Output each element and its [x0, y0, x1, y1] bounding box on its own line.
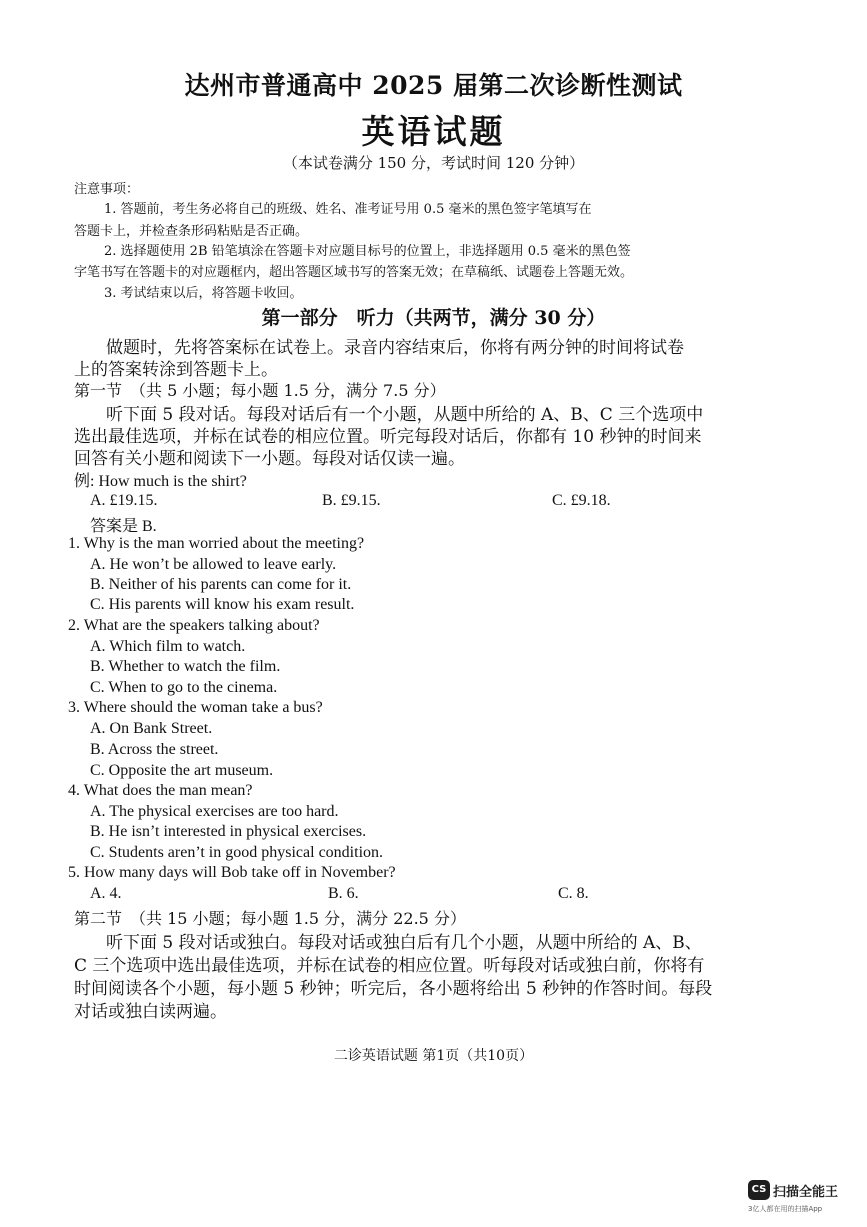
- question-2-option-b: B. Whether to watch the film.: [90, 658, 281, 675]
- example-question: 例: How much is the shirt?: [74, 473, 247, 490]
- subject-title: 英语试题: [361, 112, 506, 151]
- question-2: 2. What are the speakers talking about?: [68, 617, 320, 634]
- question-4-option-c: C. Students aren’t in good physical condition.: [90, 844, 384, 861]
- section2-instr-line-1: 听下面 5 段对话或独白。每段对话或独白后有几个小题，从题中所给的 A、B、: [106, 933, 702, 953]
- part1-intro-line-1: 做题时，先将答案标在试卷上。录音内容结束后，你将有两分钟的时间将试卷: [106, 338, 684, 358]
- question-5-option-a: A. 4.: [90, 885, 122, 902]
- question-3-option-b: B. Across the street.: [90, 741, 219, 758]
- question-4-option-a: A. The physical exercises are too hard.: [90, 803, 339, 820]
- section1-instr-line-1: 听下面 5 段对话。每段对话后有一个小题，从题中所给的 A、B、C 三个选项中: [106, 405, 704, 425]
- watermark-slogan: 3亿人都在用的扫描App: [748, 1205, 823, 1213]
- note-1-line-1: 1. 答题前，考生务必将自己的班级、姓名、准考证号用 0.5 毫米的黑色签字笔填写在: [104, 202, 592, 217]
- section2-instr-line-3: 时间阅读各个小题，每小题 5 秒钟；听完后，各小题将给出 5 秒钟的作答时间。每段: [74, 979, 713, 999]
- question-2-option-a: A. Which film to watch.: [90, 638, 246, 655]
- notes-heading: 注意事项：: [74, 182, 140, 197]
- question-3: 3. Where should the woman take a bus?: [68, 699, 323, 716]
- question-5: 5. How many days will Bob take off in November?: [68, 864, 396, 881]
- question-1-option-a: A. He won’t be allowed to leave early.: [90, 556, 337, 573]
- example-option-c: C. £9.18.: [552, 492, 611, 509]
- camscanner-watermark: [748, 1178, 852, 1218]
- question-1-option-b: B. Neither of his parents can come for it.: [90, 576, 352, 593]
- question-4-option-b: B. He isn’t interested in physical exercises.: [90, 823, 367, 840]
- question-3-option-c: C. Opposite the art museum.: [90, 762, 274, 779]
- watermark-name: 扫描全能王: [773, 1185, 839, 1200]
- note-2-line-1: 2. 选择题使用 2B 铅笔填涂在答题卡对应题目标号的位置上，非选择题用 0.5 毫米的黑色签: [104, 244, 631, 259]
- example-option-a: A. £19.15.: [90, 492, 158, 509]
- part1-intro-line-2: 上的答案转涂到答题卡上。: [74, 360, 278, 380]
- section1-instr-line-3: 回答有关小题和阅读下一小题。每段对话仅读一遍。: [74, 449, 465, 469]
- example-option-b: B. £9.15.: [322, 492, 381, 509]
- question-5-option-c: C. 8.: [558, 885, 589, 902]
- section1-header: 第一节 （共 5 小题；每小题 1.5 分，满分 7.5 分）: [74, 381, 446, 400]
- section2-instr-line-2: C 三个选项中选出最佳选项，并标在试卷的相应位置。听每段对话或独白前，你将有: [74, 956, 705, 976]
- note-2-line-2: 字笔书写在答题卡的对应题框内，超出答题区域书写的答案无效；在草稿纸、试题卷上答题无效。: [74, 265, 634, 280]
- note-1-line-2: 答题卡上，并检查条形码粘贴是否正确。: [74, 224, 309, 239]
- note-3: 3. 考试结束以后，将答题卡收回。: [104, 286, 303, 301]
- section2-header: 第二节 （共 15 小题；每小题 1.5 分，满分 22.5 分）: [74, 909, 466, 928]
- exam-title: 达州市普通高中 2025 届第二次诊断性测试: [184, 71, 683, 100]
- page-footer: 二诊英语试题 第1页（共10页）: [333, 1048, 534, 1064]
- question-4: 4. What does the man mean?: [68, 782, 253, 799]
- section2-instr-line-4: 对话或独白读两遍。: [74, 1002, 227, 1022]
- question-3-option-a: A. On Bank Street.: [90, 720, 213, 737]
- question-5-option-b: B. 6.: [328, 885, 359, 902]
- question-1: 1. Why is the man worried about the meeting?: [68, 535, 365, 552]
- camscanner-logo-icon: CS: [748, 1180, 770, 1200]
- part1-title: 第一部分 听力（共两节，满分 30 分）: [261, 307, 606, 329]
- question-1-option-c: C. His parents will know his exam result.: [90, 596, 355, 613]
- example-answer: 答案是 B.: [90, 518, 157, 535]
- exam-info: （本试卷满分 150 分，考试时间 120 分钟）: [282, 154, 585, 172]
- question-2-option-c: C. When to go to the cinema.: [90, 679, 278, 696]
- section1-instr-line-2: 选出最佳选项，并标在试卷的相应位置。听完每段对话后，你都有 10 秒钟的时间来: [74, 427, 702, 447]
